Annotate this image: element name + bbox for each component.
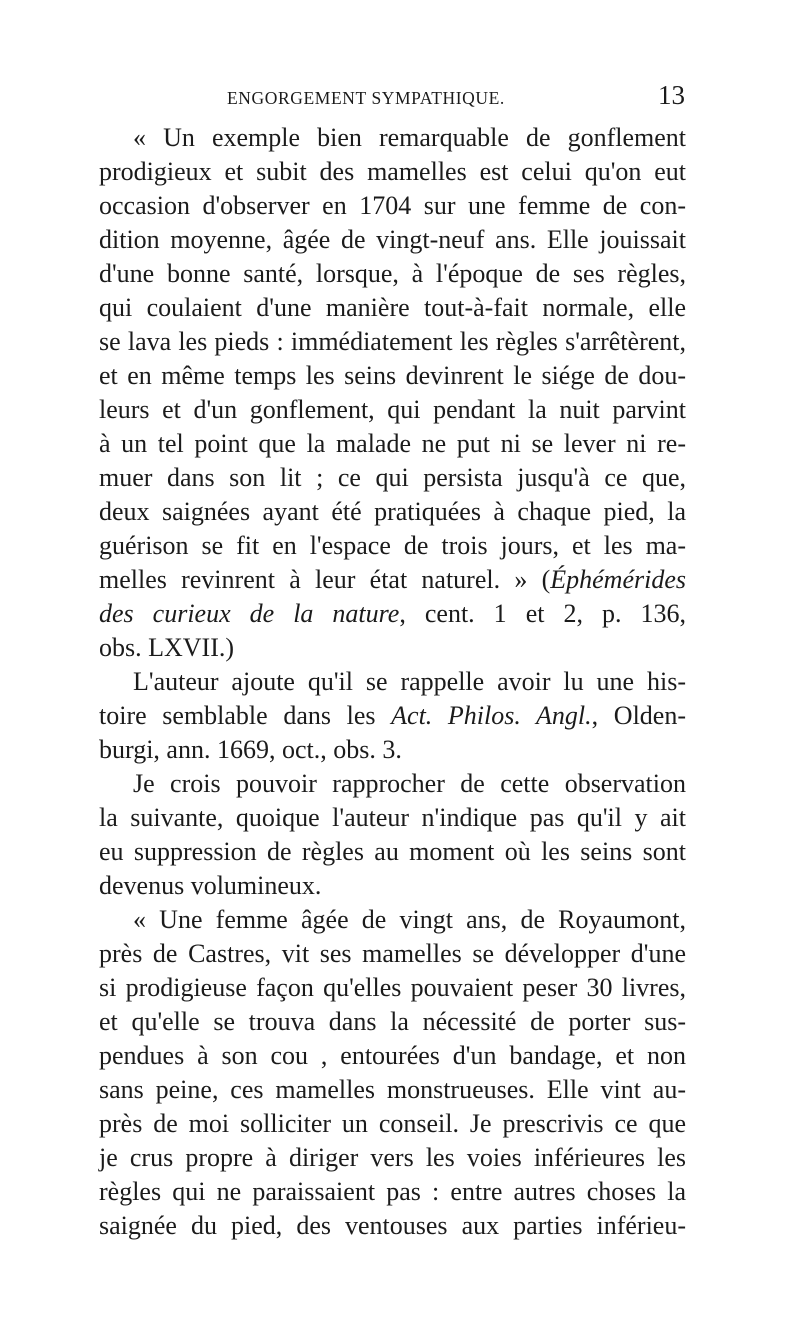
text-line: règles qui ne paraissaient pas : entre autres choses la [99, 1177, 686, 1206]
text-segment: melles revinrent à leur état naturel. » ( [99, 565, 551, 594]
text-line: obs. LXVII.) [99, 633, 235, 662]
text-line: d'une bonne santé, lorsque, à l'époque de ses règles, [99, 259, 686, 288]
text-line: à un tel point que la malade ne put ni se lever ni re- [99, 429, 686, 458]
text-line [99, 597, 686, 631]
text-line: burgi, ann. 1669, oct., obs. 3. [99, 735, 402, 764]
text-line: la suivante, quoique l'auteur n'indique pas qu'il y ait [99, 803, 686, 832]
text-line: je crus propre à diriger vers les voies inférieures les [99, 1143, 686, 1172]
text-segment: , Olden- [591, 701, 686, 730]
text-line: et en même temps les seins devinrent le siége de dou- [99, 361, 686, 390]
text-line: muer dans son lit ; ce qui persista jusqu'à ce que, [99, 463, 686, 492]
text-line: sans peine, ces mamelles monstrueuses. Elle vint au- [99, 1075, 686, 1104]
italic-citation: des curieux de la nature [99, 599, 400, 628]
text-line: eu suppression de règles au moment où les seins sont [99, 837, 686, 866]
text-line: si prodigieuse façon qu'elles pouvaient peser 30 livres, [99, 973, 686, 1002]
text-line: « Un exemple bien remarquable de gonflement [133, 123, 686, 152]
text-line: pendues à son cou , entourées d'un bandage, et non [99, 1041, 686, 1070]
text-line: « Une femme âgée de vingt ans, de Royaumont, [133, 905, 686, 934]
text-line: deux saignées ayant été pratiquées à chaque pied, la [99, 497, 686, 526]
italic-citation: Act. Philos. Angl. [391, 701, 592, 730]
text-segment: toire semblable dans les [99, 701, 392, 730]
text-line: près de moi solliciter un conseil. Je prescrivis ce que [99, 1109, 686, 1138]
running-head [100, 80, 685, 116]
italic-citation: Éphémérides [550, 565, 686, 594]
text-line: leurs et d'un gonflement, qui pendant la nuit parvint [99, 395, 686, 424]
text-line: saignée du pied, des ventouses aux parties inférieu- [99, 1211, 686, 1240]
text-line: Je crois pouvoir rapprocher de cette observation [133, 769, 686, 798]
text-line: guérison se fit en l'espace de trois jours, et les ma- [99, 531, 686, 560]
text-line: et qu'elle se trouva dans la nécessité de porter sus- [99, 1007, 686, 1036]
text-line [99, 699, 686, 733]
text-line: près de Castres, vit ses mamelles se développer d'une [99, 939, 686, 968]
text-line: se lava les pieds : immédiatement les règles s'arrêtèrent, [99, 327, 686, 356]
running-title: ENGORGEMENT SYMPATHIQUE. [227, 88, 505, 108]
text-line: occasion d'observer en 1704 sur une femme de con- [99, 191, 686, 220]
page-number: 13 [658, 80, 685, 110]
text-line: devenus volumineux. [99, 871, 322, 900]
text-line [99, 563, 686, 597]
text-segment: , cent. 1 et 2, p. 136, [399, 599, 686, 628]
text-line: L'auteur ajoute qu'il se rappelle avoir lu une his- [133, 667, 686, 696]
text-line: qui coulaient d'une manière tout-à-fait normale, elle [99, 293, 686, 322]
text-line: dition moyenne, âgée de vingt-neuf ans. Elle jouissait [99, 225, 686, 254]
text-line: prodigieux et subit des mamelles est celui qu'on eut [99, 157, 686, 186]
